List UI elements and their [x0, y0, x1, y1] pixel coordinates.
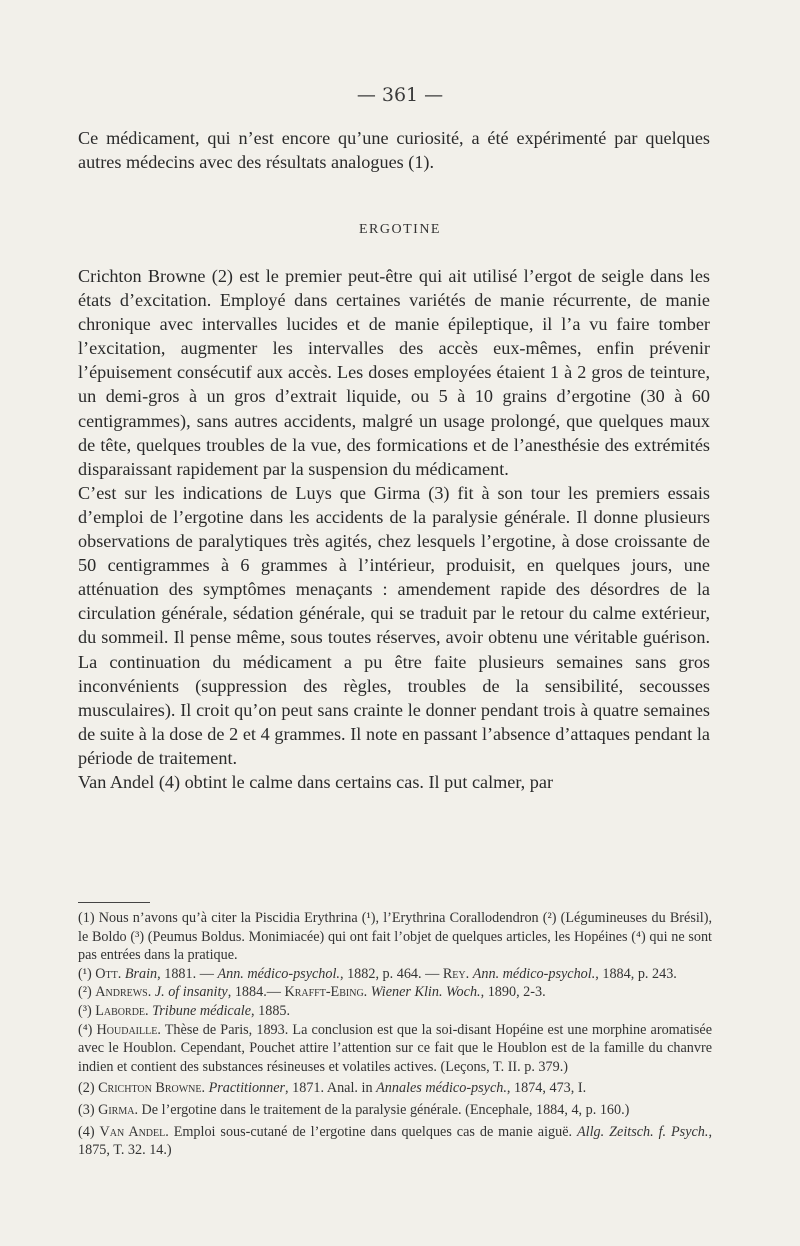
- intro-paragraph: [78, 126, 710, 174]
- footnote-4: (4) Van Andel. Emploi sous-cutané de l’ergotine dans quelques cas de manie aiguë. Allg. Zeitsch. f. Psych., 1875, T. 32. 14.): [78, 1123, 712, 1159]
- section-title: ERGOTINE: [359, 222, 441, 237]
- paragraph-van-andel: Van Andel (4) obtint le calme dans certains cas. Il put calmer, par: [78, 771, 554, 792]
- footnotes: [78, 909, 712, 1160]
- page-number: — 361 —: [356, 84, 444, 106]
- footnote-1-sub-1: (¹) Ott. Brain, 1881. — Ann. médico-psychol., 1882, p. 464. — Rey. Ann. médico-psychol., 1884, p. 243.: [78, 965, 677, 982]
- footnote-3: (3) Girma. De l’ergotine dans le traitement de la paralysie générale. (Encephale, 1884, 4, p. 160.): [78, 1101, 630, 1118]
- footnote-1-sub-4: (⁴) Houdaille. Thèse de Paris, 1893. La conclusion est que la soi-disant Hopéine est une morphine aromatisée avec le Houblon. Cependant, Pouchet attire l’attention sur ce fait que le Houblon est de la famille du chanvre indien et contient des substances résineuses et volatiles actives. (Leçons, T. II. p. 379.): [78, 1021, 712, 1075]
- footnote-divider: [78, 902, 150, 903]
- footnote-1-sub-3: (³) Laborde. Tribune médicale, 1885.: [78, 1002, 291, 1019]
- paragraph-crichton-browne: Crichton Browne (2) est le premier peut-être qui ait utilisé l’ergot de seigle dans les états d’excitation. Employé dans certaines variétés de manie récurrente, de manie chronique avec intervalles lucides et de manie épileptique, il l’a vu faire tomber l’excitation, augmenter les intervalles des accès eux-mêmes, enfin prévenir l’épuisement consécutif aux accès. Les doses employées étaient 1 à 2 gros de teinture, un demi-gros à un gros d’extrait liquide, ou 5 à 10 grains d’ergotine (30 à 60 centigrammes), sans autres accidents, malgré un usage prolongé, que quelques maux de tête, quelques troubles de la vue, des formications et de l’anesthésie des extrémités disparaissant rapidement par la suspension du médicament.: [78, 266, 710, 479]
- footnote-2: (2) Crichton Browne. Practitionner, 1871. Anal. in Annales médico-psych., 1874, 473, I.: [78, 1080, 587, 1097]
- footnote-1-sub-2: (²) Andrews. J. of insanity, 1884.— Krafft-Ebing. Wiener Klin. Woch., 1890, 2-3.: [78, 984, 546, 1001]
- intro-text: Ce médicament, qui n’est encore qu’une curiosité, a été expérimenté par quelques autres médecins avec des résultats analogues (1).: [78, 128, 710, 173]
- footnote-1: (1) Nous n’avons qu’à citer la Piscidia Erythrina (¹), l’Erythrina Corallodendron (²) (Légumineuses du Brésil), le Boldo (³) (Peumus Boldus. Monimiacée) qui ont fait l’objet de quelques articles, les Hopéines (⁴) qui ne sont pas entrées dans la pratique.: [78, 910, 712, 964]
- main-text: [78, 264, 710, 794]
- paragraph-girma: C’est sur les indications de Luys que Girma (3) fit à son tour les premiers essais d’emploi de l’ergotine dans les accidents de la paralysie générale. Il donne plusieurs observations de paralytiques très agités, chez lesquels l’ergotine, à dose croissante de 50 centigrammes à 6 grammes à l’intérieur, produisit, en quelques jours, une atténuation des symptômes menaçants : amendement rapide des désordres de la circulation générale, sédation générale, qui se traduit par le retour du calme extérieur, du sommeil. Il pense même, sous toutes réserves, avoir obtenu une véritable guérison. La continuation du médicament a pu être faite plusieurs semaines sans gros inconvénients (suppression des règles, troubles de la sensibilité, secousses musculaires). Il croit qu’on peut sans crainte le donner pendant trois à quatre semaines de suite à la dose de 2 et 4 grammes. Il note en passant l’absence d’attaques pendant la période de traitement.: [78, 482, 710, 768]
